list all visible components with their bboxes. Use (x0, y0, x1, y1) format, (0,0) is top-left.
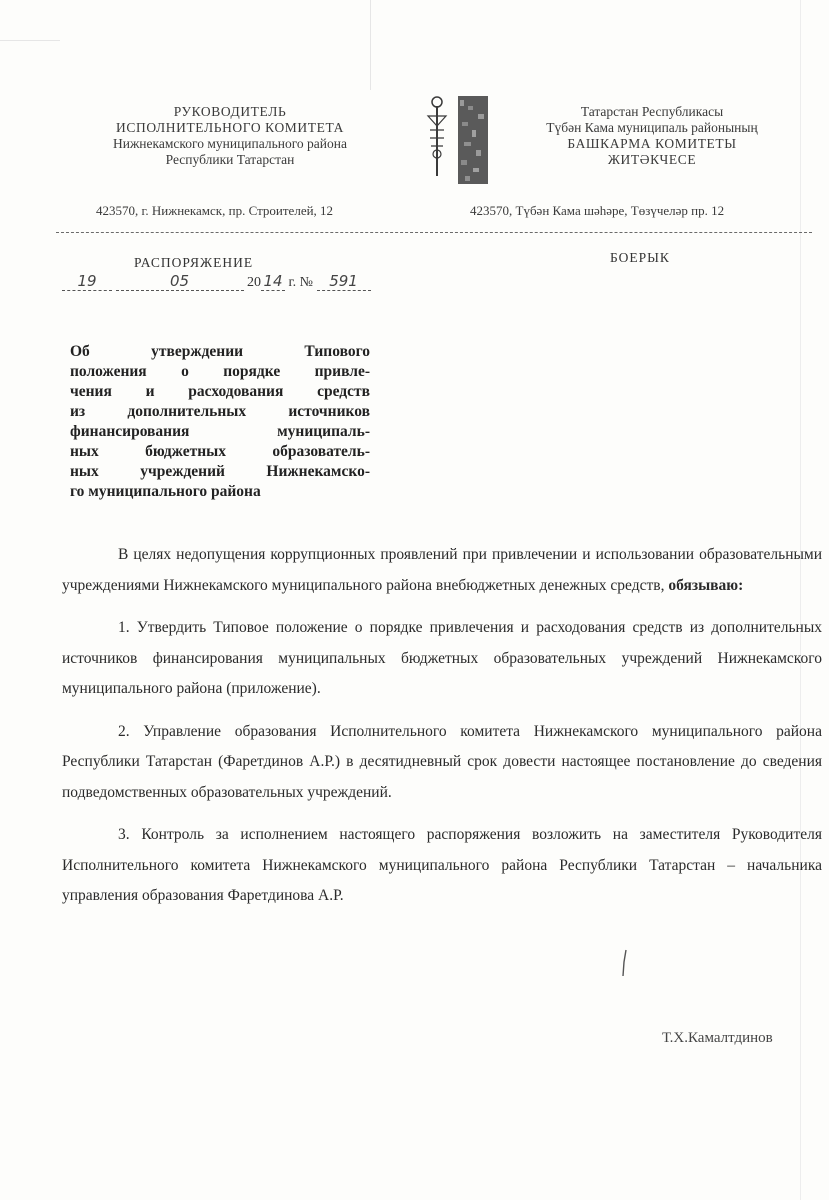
document-body (62, 540, 822, 924)
scan-artifact (370, 0, 371, 90)
order-month: 05 (116, 272, 244, 291)
header-right-line4: ЖИТӘКЧЕСЕ (607, 152, 697, 167)
title-line: положения о порядке привле- (70, 363, 370, 380)
body-intro-bold: обязываю: (668, 576, 744, 594)
body-item-2: 2. Управление образования Исполнительного комитета Нижнекамского муниципального района Республики Татарстан (Фаретдинов А.Р.) в десятидневный срок довести настоящее постановление до сведения подведомственных образовательных учреждений. (62, 722, 822, 801)
order-number-label: № (299, 275, 314, 290)
title-line: финансирования муниципаль- (70, 423, 370, 440)
title-line: из дополнительных источников (70, 403, 370, 420)
signature-mark-icon (618, 948, 632, 978)
body-item-3: 3. Контроль за исполнением настоящего распоряжения возложить на заместителя Руководителя Исполнительного комитета Нижнекамского муниципального района Республики Татарстан – начальника управления образования Фаретдинова А.Р. (62, 826, 822, 904)
title-line: Об утверждении Типового (70, 343, 370, 360)
title-line: го муниципального района (70, 483, 261, 500)
order-date-line (62, 272, 371, 291)
header-left-line2: ИСПОЛНИТЕЛЬНОГО КОМИТЕТА (116, 120, 344, 135)
coat-of-arms-emblem (418, 92, 492, 192)
header-left-line1: РУКОВОДИТЕЛЬ (173, 104, 287, 119)
order-year-end: г. (288, 275, 297, 290)
body-item-1: 1. Утвердить Типовое положение о порядке привлечения и расходования средств из дополнительных источников финансирования муниципальных бюджетных образовательных учреждений Нижнекамского муниципального района (приложение). (62, 619, 822, 697)
order-number: 591 (317, 272, 371, 291)
header-right-line1: Татарстан Республикасы (580, 104, 724, 119)
title-line: ных бюджетных образователь- (70, 443, 370, 460)
title-line: чения и расходования средств (70, 383, 370, 400)
order-year-prefix: 20 (247, 275, 261, 290)
address-right: 423570, Түбән Кама шәһәре, Төзүчеләр пр. 12 (470, 203, 725, 218)
header-left-line4: Республики Татарстан (165, 152, 295, 167)
header-left (60, 104, 400, 168)
scan-artifact (0, 40, 60, 41)
header-divider (56, 232, 812, 233)
header-right-line2: Түбән Кама муниципаль районының (546, 120, 758, 135)
order-year-suffix: 14 (261, 272, 285, 291)
order-label-ru: РАСПОРЯЖЕНИЕ (134, 255, 254, 270)
header-left-line3: Нижнекамского муниципального района (112, 136, 347, 151)
header-right-line3: БАШКАРМА КОМИТЕТЫ (567, 136, 737, 151)
address-left: 423570, г. Нижнекамск, пр. Строителей, 12 (96, 203, 334, 218)
order-day: 19 (62, 272, 112, 291)
order-label-tt: БОЕРЫК (610, 250, 670, 265)
signature-name: Т.Х.Камалтдинов (662, 1030, 773, 1046)
body-intro-text: В целях недопущения коррупционных проявлений при привлечении и использовании образовательными учреждениями Нижнекамского муниципального района внебюджетных денежных средств, (62, 546, 822, 594)
title-line: ных учреждений Нижнекамско- (70, 463, 370, 480)
body-intro (62, 540, 822, 601)
document-title (70, 342, 370, 502)
header-right (492, 104, 812, 168)
